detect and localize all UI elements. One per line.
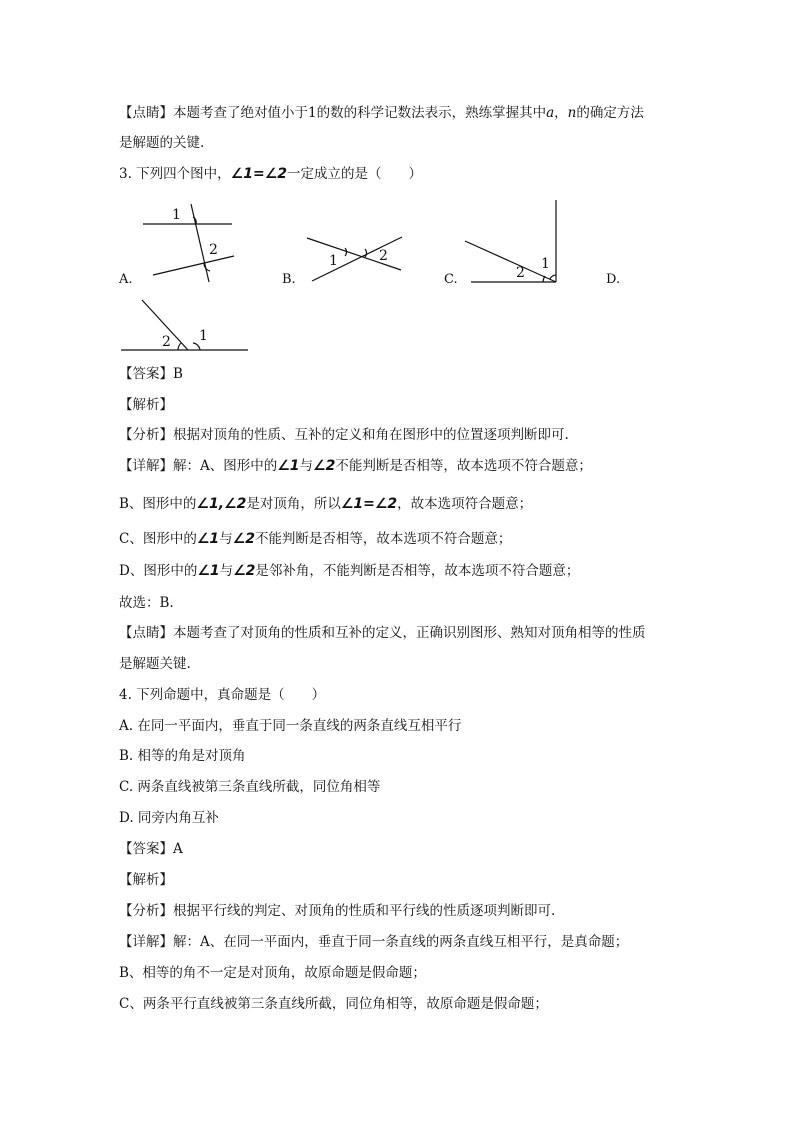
option-a-label: A. — [119, 272, 133, 287]
dianjing-text-2: 的确定方法 — [576, 105, 644, 121]
figure-d — [121, 300, 248, 350]
question-4-jiexi: 【解析】 — [119, 872, 173, 888]
figure-c-label-2: 2 — [516, 265, 525, 281]
figure-b-label-1: 1 — [329, 253, 338, 269]
figure-d-label-1: 1 — [199, 328, 208, 344]
question-3-stem: 3. 下列四个图中，∠1=∠2一定成立的是（ ） — [119, 166, 422, 182]
dianjing-paragraph — [119, 103, 644, 123]
dianjing-line-2: 是解题的关键. — [119, 135, 205, 151]
variable-n: n — [567, 105, 577, 121]
question-3-xiangjie-c: C、图形中的∠1与∠2不能判断是否相等，故本选项不符合题意； — [119, 531, 512, 547]
question-4-option-a: A. 在同一平面内，垂直于同一条直线的两条直线互相平行 — [119, 718, 462, 734]
figure-c-label-1: 1 — [541, 256, 550, 272]
figure-d-label-2: 2 — [162, 334, 171, 350]
question-4-xiangjie-a: 【详解】解：A、在同一平面内，垂直于同一条直线的两条直线互相平行，是真命题； — [119, 934, 629, 950]
option-d-label: D. — [606, 272, 621, 287]
option-b-label: B. — [282, 272, 296, 287]
question-4-stem: 4. 下列命题中，真命题是（ ） — [119, 687, 326, 703]
variable-a: a — [546, 105, 555, 121]
question-3-choice: 故选：B. — [119, 595, 174, 611]
figure-b-label-2: 2 — [379, 248, 388, 264]
angle-2-symbol: ∠2 — [264, 166, 287, 182]
figure-a-label-2: 2 — [209, 242, 218, 258]
question-4-xiangjie-b: B、相等的角不一定是对顶角，故原命题是假命题； — [119, 965, 426, 981]
separator: ， — [554, 105, 568, 121]
question-4-option-d: D. 同旁内角互补 — [119, 810, 219, 826]
question-4-option-c: C. 两条直线被第三条直线所截，同位角相等 — [119, 779, 381, 795]
question-3-fenxi: 【分析】根据对顶角的性质、互补的定义和角在图形中的位置逐项判断即可. — [119, 427, 569, 443]
question-4-option-b: B. 相等的角是对顶角 — [119, 748, 246, 764]
question-3-jiexi: 【解析】 — [119, 397, 173, 413]
dianjing-heading: 【点睛】 — [119, 105, 173, 121]
figure-a-label-1: 1 — [172, 207, 181, 223]
question-3-xiangjie-b: B、图形中的∠1,∠2是对顶角，所以∠1=∠2，故本选项符合题意； — [119, 496, 533, 512]
question-3-answer: 【答案】B — [119, 366, 183, 382]
question-3-dianjing: 【点睛】本题考查了对顶角的性质和互补的定义，正确识别图形、熟知对顶角相等的性质 — [119, 625, 646, 641]
question-4-answer: 【答案】A — [119, 841, 183, 857]
figure-a — [143, 204, 234, 282]
angle-1-symbol: ∠1 — [230, 166, 253, 182]
option-c-label: C. — [444, 272, 458, 287]
question-3-dianjing-2: 是解题关键. — [119, 656, 191, 672]
dianjing-text: 本题考查了绝对值小于1的数的科学记数法表示，熟练掌握其中 — [173, 105, 547, 121]
question-3-xiangjie-a: 【详解】解：A、图形中的∠1与∠2不能判断是否相等，故本选项不符合题意； — [119, 458, 592, 474]
question-4-fenxi: 【分析】根据平行线的判定、对顶角的性质和平行线的性质逐项判断即可. — [119, 903, 556, 919]
question-4-xiangjie-c: C、两条平行直线被第三条直线所截，同位角相等，故原命题是假命题； — [119, 996, 548, 1012]
question-3-xiangjie-d: D、图形中的∠1与∠2是邻补角，不能判断是否相等，故本选项不符合题意； — [119, 563, 580, 579]
